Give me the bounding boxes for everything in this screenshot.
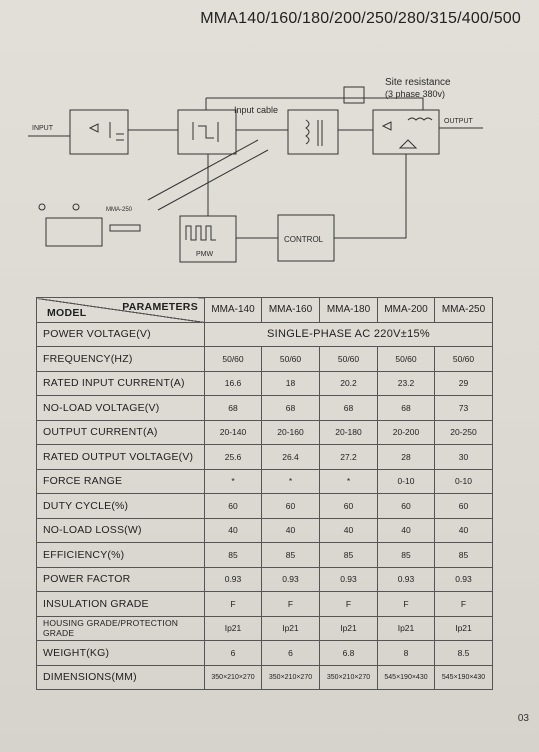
param-value: 8.5: [435, 641, 493, 666]
table-row: [37, 518, 493, 543]
param-value: 350×210×270: [320, 665, 378, 690]
param-value: 23.2: [378, 371, 435, 396]
inverter-block: [178, 110, 236, 154]
pmw-label: PMW: [196, 251, 214, 258]
param-value: Ip21: [262, 616, 320, 641]
parameters-table-wrap: [36, 297, 492, 690]
param-value: 6: [205, 641, 262, 666]
param-value: 20-180: [320, 420, 378, 445]
param-value: 85: [262, 543, 320, 568]
param-value: Ip21: [378, 616, 435, 641]
param-value: F: [320, 592, 378, 617]
param-value: 60: [262, 494, 320, 519]
panel-label: MMA-250: [106, 207, 133, 213]
param-value: *: [262, 469, 320, 494]
front-panel: [46, 218, 102, 246]
param-value: 68: [320, 396, 378, 421]
param-value: F: [205, 592, 262, 617]
param-value: 28: [378, 445, 435, 470]
param-value: 545×190×430: [378, 665, 435, 690]
param-value: *: [205, 469, 262, 494]
param-value: 545×190×430: [435, 665, 493, 690]
param-value: F: [435, 592, 493, 617]
param-value: 6.8: [320, 641, 378, 666]
table-row: [37, 567, 493, 592]
table-row: [37, 469, 493, 494]
table-row: [37, 665, 493, 690]
param-value: 85: [378, 543, 435, 568]
param-value: F: [378, 592, 435, 617]
output-label: OUTPUT: [444, 118, 473, 125]
param-value: 27.2: [320, 445, 378, 470]
site-resistance-sublabel: (3 phase 380v): [385, 89, 446, 99]
param-value: 350×210×270: [205, 665, 262, 690]
site-resistance-label: Site resistance: [385, 77, 451, 88]
param-label: NO-LOAD VOLTAGE(V): [37, 396, 205, 421]
param-value: 0.93: [262, 567, 320, 592]
param-value: 0.93: [435, 567, 493, 592]
param-value: 8: [378, 641, 435, 666]
input-cable-label: Input cable: [234, 105, 279, 115]
param-label: FREQUENCY(HZ): [37, 347, 205, 372]
param-value: 50/60: [435, 347, 493, 372]
param-value: 60: [320, 494, 378, 519]
table-row: [37, 494, 493, 519]
param-label: POWER VOLTAGE(V): [37, 322, 205, 347]
param-value: 50/60: [320, 347, 378, 372]
table-row: [37, 322, 493, 347]
site-resistance-box: [344, 87, 364, 103]
param-value: 16.6: [205, 371, 262, 396]
model-column-header: MMA-140: [205, 298, 262, 323]
param-value: 40: [205, 518, 262, 543]
param-value: 0-10: [435, 469, 493, 494]
table-row: [37, 445, 493, 470]
param-value: 68: [378, 396, 435, 421]
page-number: 03: [517, 713, 529, 724]
power-voltage-value: SINGLE-PHASE AC 220V±15%: [205, 322, 493, 347]
model-column-header: MMA-160: [262, 298, 320, 323]
param-value: 29: [435, 371, 493, 396]
param-value: 6: [262, 641, 320, 666]
table-row: [37, 347, 493, 372]
table-row: [37, 592, 493, 617]
param-label: NO-LOAD LOSS(W): [37, 518, 205, 543]
param-value: 0.93: [320, 567, 378, 592]
param-label: WEIGHT(KG): [37, 641, 205, 666]
param-value: Ip21: [435, 616, 493, 641]
rectifier-block: [70, 110, 128, 154]
param-value: 85: [320, 543, 378, 568]
param-value: 20-140: [205, 420, 262, 445]
model-column-header: MMA-200: [378, 298, 435, 323]
param-value: 18: [262, 371, 320, 396]
input-label: INPUT: [32, 125, 53, 132]
table-row: [37, 616, 493, 641]
param-value: 85: [205, 543, 262, 568]
param-value: F: [262, 592, 320, 617]
param-value: 20-200: [378, 420, 435, 445]
param-value: 25.6: [205, 445, 262, 470]
param-value: Ip21: [205, 616, 262, 641]
param-value: 73: [435, 396, 493, 421]
table-row: [37, 371, 493, 396]
param-value: 50/60: [378, 347, 435, 372]
param-value: 20.2: [320, 371, 378, 396]
block-diagram: [28, 70, 508, 280]
param-label: RATED OUTPUT VOLTAGE(V): [37, 445, 205, 470]
param-value: 68: [262, 396, 320, 421]
parameters-header: PARAMETERS: [122, 301, 198, 313]
table-row: [37, 420, 493, 445]
param-value: 60: [378, 494, 435, 519]
param-label: EFFICIENCY(%): [37, 543, 205, 568]
param-label: FORCE RANGE: [37, 469, 205, 494]
model-column-header: MMA-180: [320, 298, 378, 323]
param-label: HOUSING GRADE/PROTECTION GRADE: [37, 616, 205, 641]
param-label: OUTPUT CURRENT(A): [37, 420, 205, 445]
page-header-title: MMA140/160/180/200/250/280/315/400/500: [200, 10, 521, 27]
param-value: 40: [378, 518, 435, 543]
table-row: [37, 396, 493, 421]
param-value: 26.4: [262, 445, 320, 470]
param-value: 20-250: [435, 420, 493, 445]
output-rectifier-block: [373, 110, 439, 154]
param-label: INSULATION GRADE: [37, 592, 205, 617]
param-value: 40: [435, 518, 493, 543]
param-value: 0.93: [205, 567, 262, 592]
model-column-header: MMA-250: [435, 298, 493, 323]
param-label: POWER FACTOR: [37, 567, 205, 592]
param-value: 68: [205, 396, 262, 421]
transformer-block: [288, 110, 338, 154]
param-value: 50/60: [205, 347, 262, 372]
param-value: *: [320, 469, 378, 494]
param-label: DUTY CYCLE(%): [37, 494, 205, 519]
param-label: DIMENSIONS(MM): [37, 665, 205, 690]
model-header: MODEL: [47, 306, 87, 319]
corner-cell: [37, 298, 205, 323]
table-header-row: [37, 298, 493, 323]
control-label: CONTROL: [284, 235, 324, 244]
param-value: 0.93: [378, 567, 435, 592]
param-value: 50/60: [262, 347, 320, 372]
param-value: 40: [262, 518, 320, 543]
param-value: 30: [435, 445, 493, 470]
table-row: [37, 543, 493, 568]
param-value: 350×210×270: [262, 665, 320, 690]
param-value: 0-10: [378, 469, 435, 494]
table-row: [37, 641, 493, 666]
param-label: RATED INPUT CURRENT(A): [37, 371, 205, 396]
param-value: Ip21: [320, 616, 378, 641]
parameters-table: [36, 297, 493, 690]
param-value: 20-160: [262, 420, 320, 445]
param-value: 60: [435, 494, 493, 519]
param-value: 60: [205, 494, 262, 519]
param-value: 85: [435, 543, 493, 568]
param-value: 40: [320, 518, 378, 543]
